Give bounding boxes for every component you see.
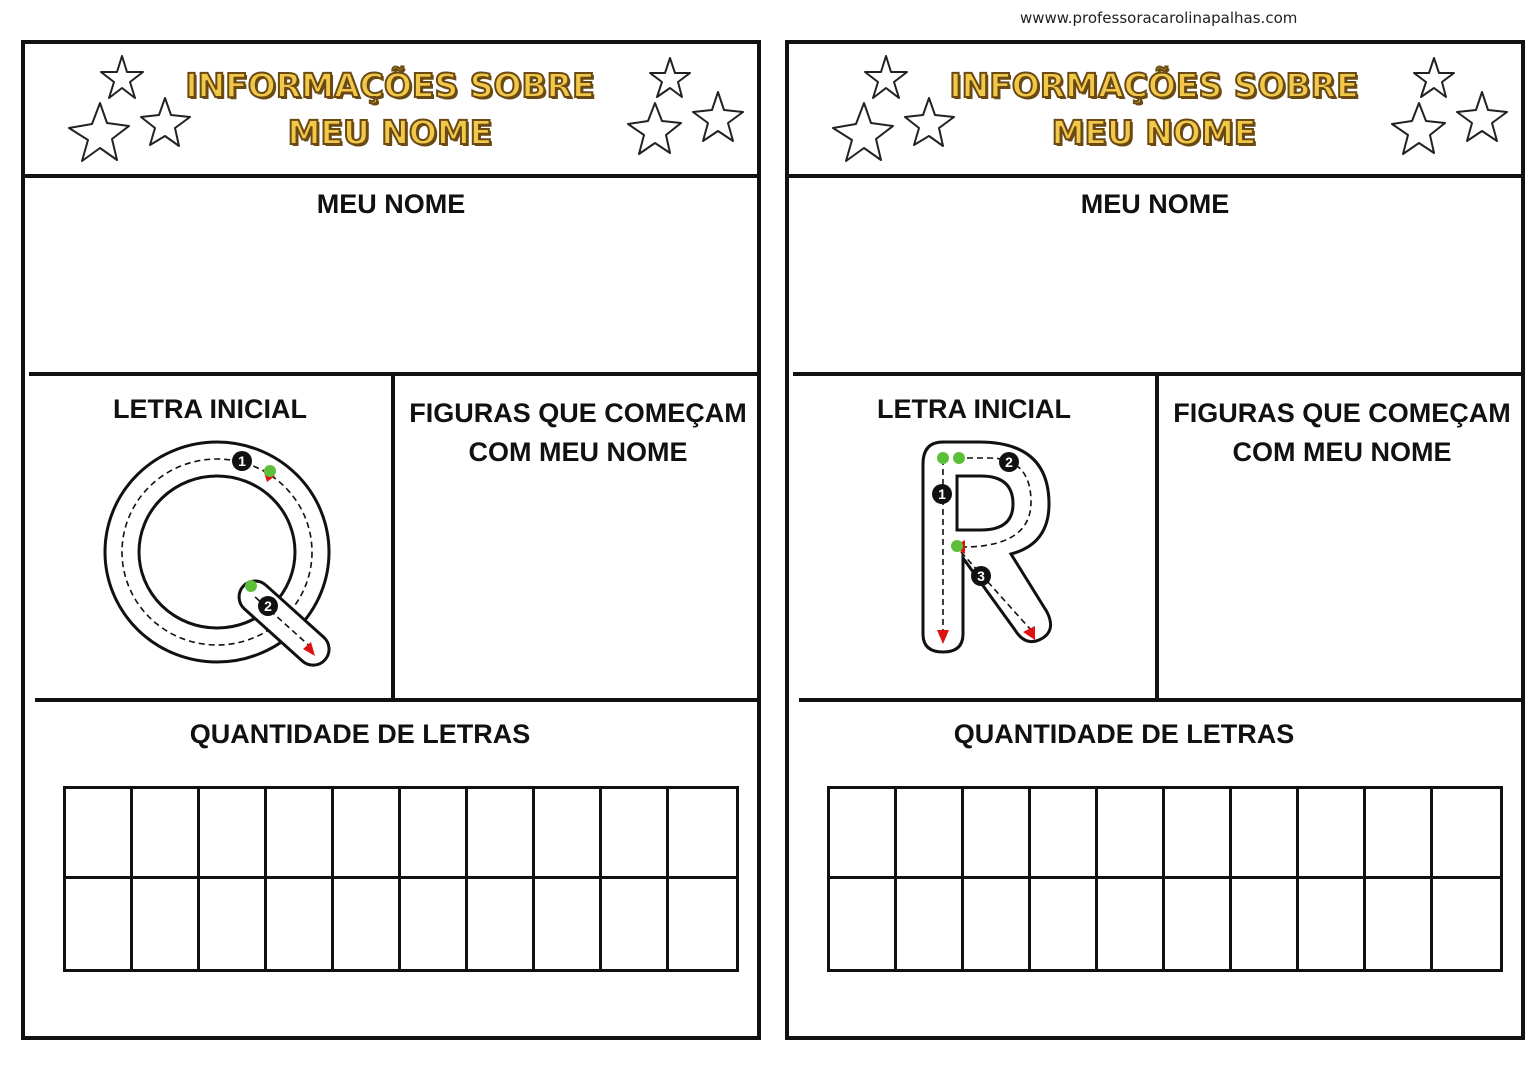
figures-label-line-1: FIGURAS QUE COMEÇAM [409,398,747,428]
letter-box[interactable] [267,789,334,879]
letter-box[interactable] [1433,789,1500,879]
stroke-number: 3 [977,568,985,584]
initial-letter-label: LETRA INICIAL [877,394,1071,424]
letter-box[interactable] [964,789,1031,879]
letter-box[interactable] [334,879,401,969]
figures-label [395,394,761,472]
letter-box[interactable] [1031,879,1098,969]
letter-count-label: QUANTIDADE DE LETRAS [953,719,1295,749]
stars-right-icon [1374,48,1524,173]
website-url: wwww.professoracarolinapalhas.com [1020,9,1298,27]
letter-box[interactable] [401,879,468,969]
title-line-2: MEU NOME [287,113,493,152]
letter-box[interactable] [830,879,897,969]
letter-box[interactable] [669,879,736,969]
letter-count-label: QUANTIDADE DE LETRAS [189,719,531,749]
divider-name [29,372,761,376]
letter-box[interactable] [267,879,334,969]
divider-bottom [35,698,761,702]
letter-box[interactable] [897,789,964,879]
letter-box[interactable] [1031,789,1098,879]
letter-box[interactable] [1098,879,1165,969]
letter-box[interactable] [468,789,535,879]
letter-box[interactable] [200,879,267,969]
letter-box[interactable] [830,789,897,879]
divider-bottom [799,698,1525,702]
letter-box[interactable] [66,789,133,879]
letter-box[interactable] [334,789,401,879]
figures-label-line-2: COM MEU NOME [468,437,688,467]
letter-box[interactable] [1299,879,1366,969]
letter-box[interactable] [1366,789,1433,879]
stars-right-icon [610,48,760,173]
sheet-title [175,62,605,156]
divider-name [793,372,1525,376]
letter-box[interactable] [602,879,669,969]
tracing-letter-q [95,434,345,674]
name-label: MEU NOME [1080,189,1230,219]
letter-count-grid [63,786,739,972]
figures-label [1159,394,1525,472]
letter-box[interactable] [401,789,468,879]
letter-box[interactable] [1098,789,1165,879]
worksheet-q [21,40,761,1040]
letter-box[interactable] [1165,789,1232,879]
letter-box[interactable] [535,789,602,879]
letter-box[interactable] [964,879,1031,969]
letter-box[interactable] [897,879,964,969]
title-line-2: MEU NOME [1051,113,1257,152]
letter-box[interactable] [669,789,736,879]
name-label: MEU NOME [316,189,466,219]
worksheet-r [785,40,1525,1040]
sheet-header [25,44,757,178]
letter-box[interactable] [1165,879,1232,969]
letter-box[interactable] [1232,789,1299,879]
letter-box[interactable] [602,789,669,879]
letter-box[interactable] [468,879,535,969]
letter-count-grid [827,786,1503,972]
sheet-header [789,44,1521,178]
letter-box[interactable] [1366,879,1433,969]
figures-label-line-1: FIGURAS QUE COMEÇAM [1173,398,1511,428]
sheet-title [939,62,1369,156]
title-line-1: INFORMAÇÕES SOBRE [949,66,1359,105]
letter-box[interactable] [1433,879,1500,969]
letter-box[interactable] [133,789,200,879]
stroke-number: 2 [1005,454,1013,470]
initial-letter-label: LETRA INICIAL [113,394,307,424]
stroke-number: 1 [938,486,946,502]
letter-box[interactable] [535,879,602,969]
tracing-letter-r [899,434,1149,674]
letter-box[interactable] [1232,879,1299,969]
figures-label-line-2: COM MEU NOME [1232,437,1452,467]
letter-box[interactable] [66,879,133,969]
letter-box[interactable] [200,789,267,879]
letter-box[interactable] [133,879,200,969]
stroke-number: 1 [238,453,246,469]
letter-box[interactable] [1299,789,1366,879]
title-line-1: INFORMAÇÕES SOBRE [185,66,595,105]
stroke-number: 2 [264,598,272,614]
